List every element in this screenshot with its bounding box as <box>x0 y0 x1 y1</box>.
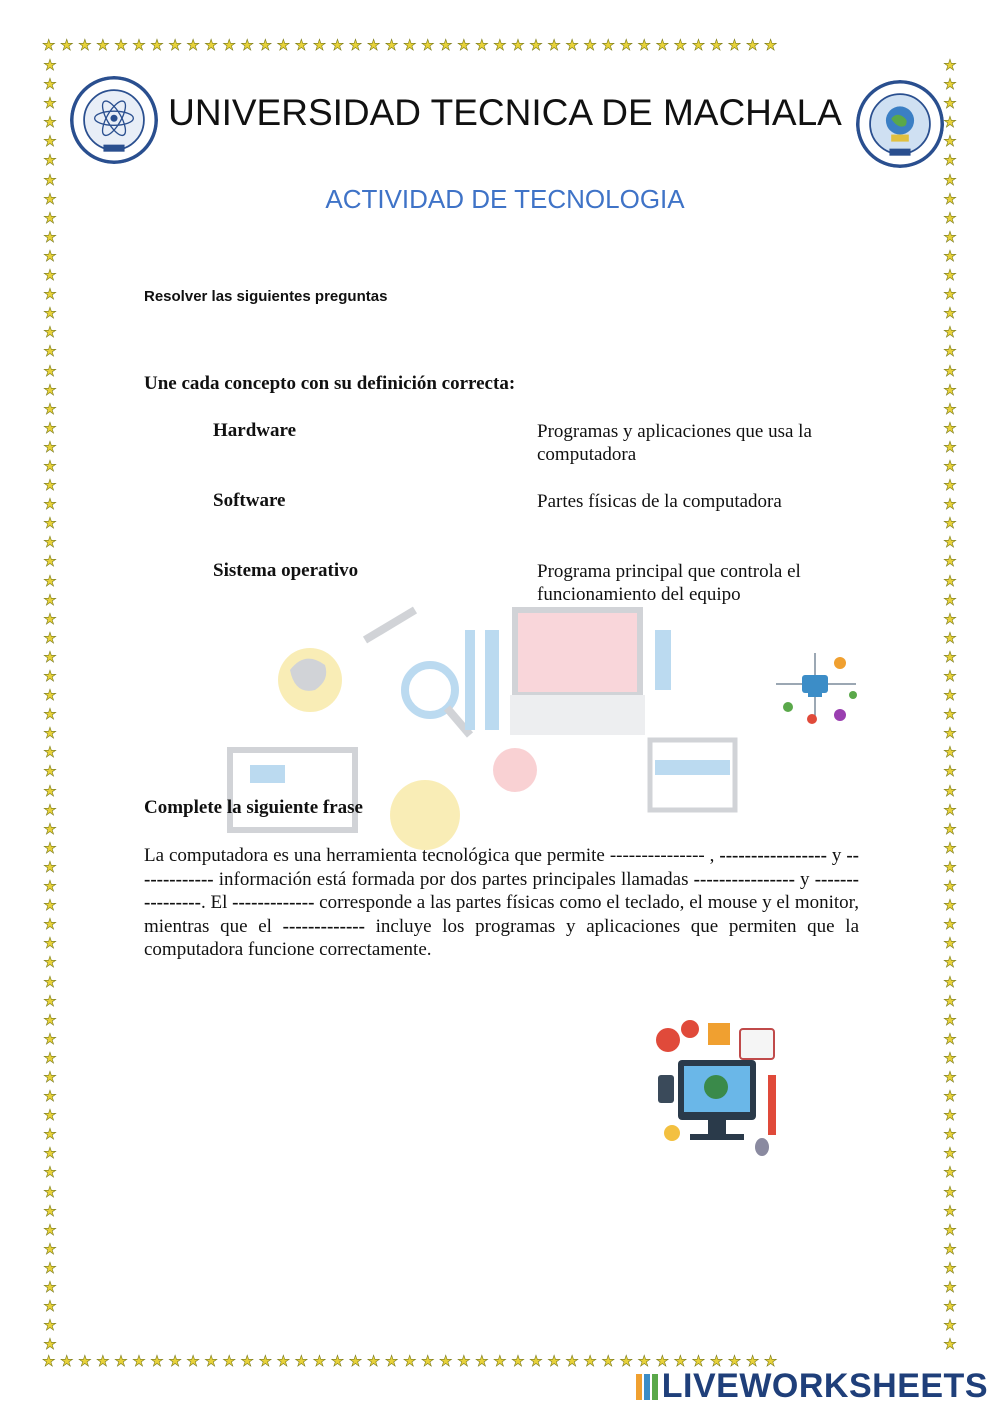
star-border-right: ★ ★ ★ ★ ★ ★ ★ ★ ★ ★ ★ ★ ★ ★ ★ ★ ★ ★ ★ ★ ★ ★ ★ ★ ★ ★ ★ ★ ★ ★ ★ ★ ★ ★ ★ ★ ★ ★ ★ ★ ★ ★ ★ ★ ★ ★ ★ ★ ★ ★ ★ ★ ★ ★ ★ ★ ★ ★ ★ ★ ★ ★ ★ ★ ★ ★ ★ ★ <box>943 56 957 1354</box>
sentence-text: --------------- <box>609 845 710 866</box>
completion-heading: Complete la siguiente frase <box>144 797 363 818</box>
sentence-text: y <box>826 845 847 866</box>
answer-blank[interactable]: ------------- <box>144 845 859 890</box>
answer-blank[interactable]: ------------- <box>232 892 315 913</box>
concept-software: Software <box>213 490 286 511</box>
answer-blank[interactable]: ------------- <box>282 915 365 937</box>
definition-partes-fisicas: Partes físicas de la computadora <box>537 491 782 512</box>
network-icon <box>768 645 863 730</box>
sentence-text: corresponde a las partes físicas como el teclado, el mouse y el monitor, mientras que el <box>144 892 859 937</box>
completion-paragraph <box>144 844 859 962</box>
page-title: UNIVERSIDAD TECNICA DE MACHALA <box>168 92 842 133</box>
star-border-top: ★★★★★★★★★★★★★★★★★★★★★★★★★★★★★★★★★★★★★★★★★ <box>42 36 782 54</box>
sentence-text: y <box>794 868 815 890</box>
liveworksheets-mark-icon <box>636 1374 658 1400</box>
instructions: Resolver las siguientes preguntas <box>144 288 388 305</box>
university-seal-left <box>70 76 158 164</box>
definition-programas: Programas y aplicaciones que usa la computadora <box>537 421 812 465</box>
star-border-bottom: ★★★★★★★★★★★★★★★★★★★★★★★★★★★★★★★★★★★★★★★★★ <box>42 1352 782 1370</box>
computer-illustration <box>650 1015 798 1175</box>
sentence-text: incluye los programas y aplicaciones que permiten que la computadora funcione correctamente. <box>144 915 860 960</box>
sentence-text: La computadora es una herramienta tecnológica que permite <box>144 845 610 866</box>
concept-hardware: Hardware <box>213 420 297 441</box>
liveworksheets-brand: LIVEWORKSHEETS <box>661 1367 988 1405</box>
definition-programa-principal: Programa principal que controla el funcionamiento del equipo <box>537 561 801 605</box>
answer-blank[interactable]: ----------------- <box>719 845 827 866</box>
sentence-text: , <box>709 845 720 866</box>
matching-heading: Une cada concepto con su definición correcta: <box>144 373 516 394</box>
sentence-text: información está formada por dos partes principales llamadas <box>213 868 694 890</box>
concept-sistema-operativo: Sistema operativo <box>213 560 359 581</box>
star-border-left: ★ ★ ★ ★ ★ ★ ★ ★ ★ ★ ★ ★ ★ ★ ★ ★ ★ ★ ★ ★ ★ ★ ★ ★ ★ ★ ★ ★ ★ ★ ★ ★ ★ ★ ★ ★ ★ ★ ★ ★ ★ ★ ★ ★ ★ ★ ★ ★ ★ ★ ★ ★ ★ ★ ★ ★ ★ ★ ★ ★ ★ ★ ★ ★ ★ ★ ★ ★ <box>43 56 57 1354</box>
answer-blank[interactable]: ---------------- <box>693 868 795 890</box>
liveworksheets-logo[interactable] <box>636 1367 988 1406</box>
sentence-text: . El <box>200 892 233 913</box>
university-seal-right <box>856 80 944 168</box>
answer-blank[interactable]: ---------------- <box>144 868 860 913</box>
activity-title: ACTIVIDAD DE TECNOLOGIA <box>325 184 685 214</box>
